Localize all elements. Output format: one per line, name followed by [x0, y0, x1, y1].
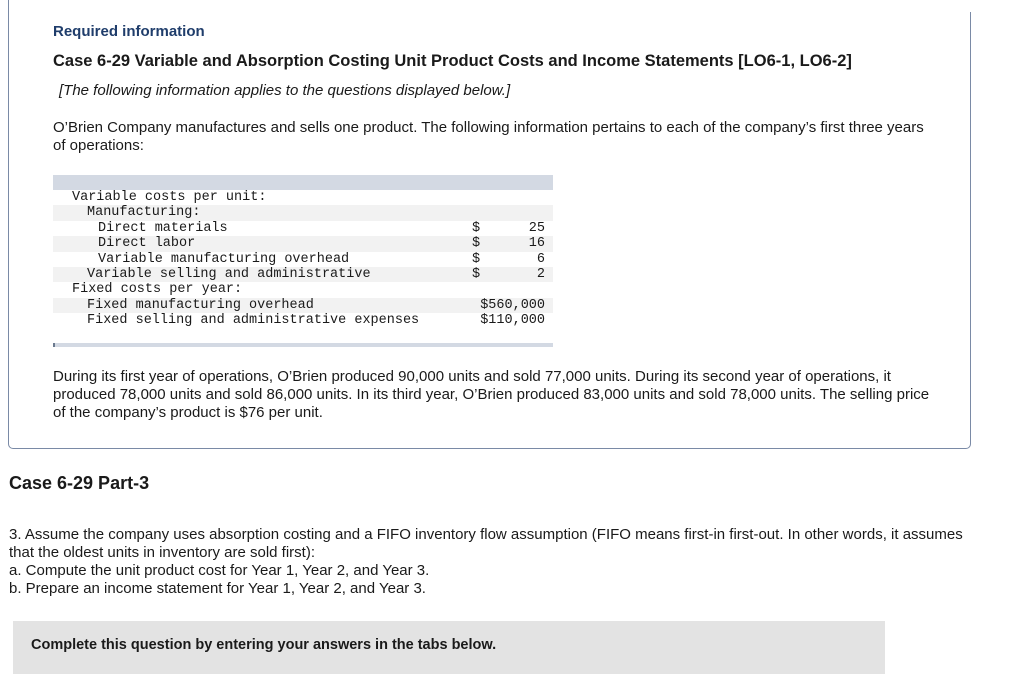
- row-value: $110,000: [480, 313, 545, 329]
- row-value: 16: [528, 236, 545, 252]
- cost-table-footer-bar: [53, 343, 553, 347]
- operations-text: During its first year of operations, O’Brien produced 90,000 units and sold 77,000 units. During its second year of operations, it produced 78,000 units and sold 86,000 units. In its third year, O’Brien produced 83,000 units and sold 78,000 units. The selling price of the company’s product is $76 per unit.: [53, 368, 930, 421]
- cost-table-header-bar: [53, 175, 553, 190]
- row-value: 25: [528, 220, 545, 236]
- complete-question-banner: [13, 621, 885, 674]
- table-row: [53, 205, 553, 220]
- row-label: Fixed manufacturing overhead: [87, 297, 314, 313]
- row-label: Variable costs per unit:: [72, 190, 267, 205]
- row-label: Manufacturing:: [87, 205, 201, 221]
- row-label: Variable manufacturing overhead: [98, 251, 350, 267]
- cost-table: [53, 175, 553, 347]
- question-b: b. Prepare an income statement for Year 1, Year 2, and Year 3.: [9, 580, 426, 597]
- part-title: Case 6-29 Part-3: [9, 473, 150, 493]
- row-dollar-sign: $: [472, 220, 481, 236]
- row-dollar-sign: $: [472, 251, 481, 267]
- question-text: [9, 526, 984, 598]
- table-row: [53, 236, 553, 251]
- row-value: 6: [536, 251, 545, 267]
- table-row: [53, 282, 553, 297]
- row-dollar-sign: $: [472, 266, 481, 282]
- table-spacer: [53, 329, 553, 343]
- row-label: Direct labor: [98, 236, 196, 252]
- row-label: Fixed costs per year:: [72, 282, 243, 298]
- applies-note: [The following information applies to the questions displayed below.]: [59, 82, 511, 99]
- row-value: $560,000: [480, 297, 545, 313]
- intro-text: O’Brien Company manufactures and sells one product. The following information pertains to each of the company’s first three years of operations:: [53, 119, 924, 154]
- row-value: 2: [536, 266, 545, 282]
- complete-question-text: Complete this question by entering your answers in the tabs below.: [31, 637, 497, 653]
- table-row: [53, 190, 553, 205]
- row-dollar-sign: $: [472, 236, 481, 252]
- question-main: 3. Assume the company uses absorption costing and a FIFO inventory flow assumption (FIFO means first-in first-out. In other words, it assumes that the oldest units in inventory are sold first):: [9, 526, 963, 561]
- case-title: Case 6-29 Variable and Absorption Costing Unit Product Costs and Income Statements [LO6-1, LO6-2]: [53, 52, 852, 70]
- table-row: [53, 221, 553, 236]
- row-label: Variable selling and administrative: [87, 266, 371, 282]
- table-row: [53, 252, 553, 267]
- table-row: [53, 267, 553, 282]
- table-row: [53, 298, 553, 313]
- table-row: [53, 313, 553, 328]
- required-information-title: Required information: [53, 23, 205, 40]
- row-label: Direct materials: [98, 220, 228, 236]
- required-information-panel: [8, 12, 971, 449]
- row-label: Fixed selling and administrative expenses: [87, 313, 420, 329]
- question-a: a. Compute the unit product cost for Year 1, Year 2, and Year 3.: [9, 562, 430, 579]
